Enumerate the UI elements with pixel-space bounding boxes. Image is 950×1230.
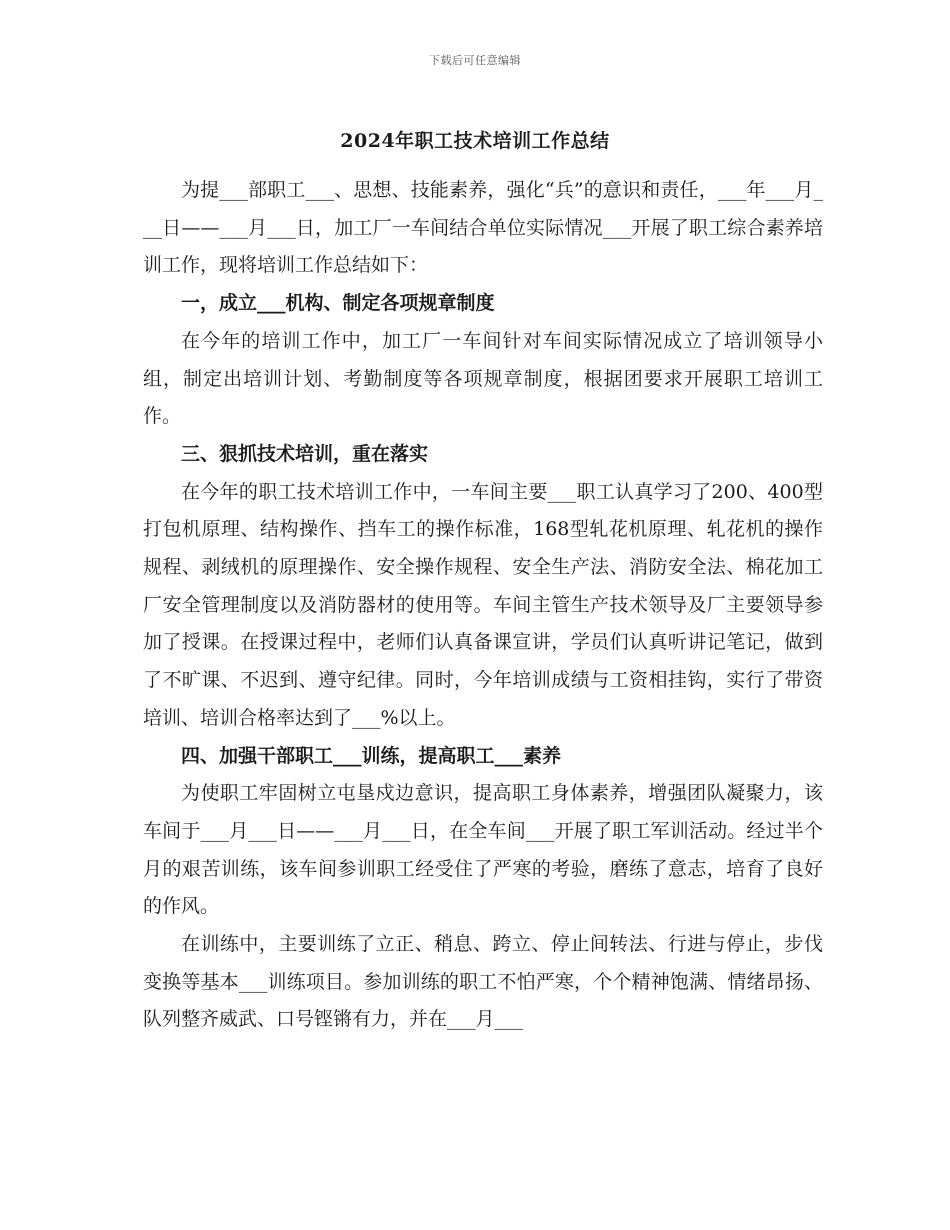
document-body	[143, 172, 823, 1039]
intro-paragraph: 为提___部职工___、思想、技能素养，强化“兵”的意识和责任，___年___月___日——___月___日，加工厂一车间结合单位实际情况___开展了职工综合素养培训工作，现将培训工作总结如下：	[143, 179, 823, 277]
section-3-paragraph: 在今年的职工技术培训工作中，一车间主要___职工认真学习了200、400型打包机原理、结构操作、挡车工的操作标准，168型轧花机原理、轧花机的操作规程、剥绒机的原理操作、安全操作规程、安全生产法、消防安全法、棉花加工厂安全管理制度以及消防器材的使用等。车间主管生产技术领导及厂主要领导参加了授课。在授课过程中，老师们认真备课宣讲，学员们认真听讲记笔记，做到了不旷课、不迟到、遵守纪律。同时，今年培训成绩与工资相挂钩，实行了带资培训、培训合格率达到了___%以上。	[143, 480, 823, 729]
section-3-heading: 三、狠抓技术培训，重在落实	[181, 442, 429, 465]
section-4-paragraph-1: 为使职工牢固树立屯垦戍边意识，提高职工身体素养，增强团队凝聚力，该车间于___月___日——___月___日，在全车间___开展了职工军训活动。经过半个月的艰苦训练，该车间参训职工经受住了严寒的考验，磨练了意志，培育了良好的作风。	[143, 782, 823, 918]
document-title: 2024年职工技术培训工作总结	[340, 130, 610, 152]
section-4-paragraph-2: 在训练中，主要训练了立正、稍息、跨立、停止间转法、行进与停止，步伐变换等基本___训练项目。参加训练的职工不怕严寒，个个精神饱满、情绪昂扬、队列整齐威武、口号铿锵有力，并在___月___	[143, 933, 823, 1031]
page-header: 下载后可任意编辑	[429, 54, 521, 67]
section-4-heading: 四、加强干部职工___训练，提高职工___素养	[181, 744, 562, 767]
section-1-paragraph: 在今年的培训工作中，加工厂一车间针对车间实际情况成立了培训领导小组，制定出培训计划、考勤制度等各项规章制度，根据团要求开展职工培训工作。	[143, 329, 823, 428]
section-1-heading: 一，成立___机构、制定各项规章制度	[181, 292, 495, 315]
